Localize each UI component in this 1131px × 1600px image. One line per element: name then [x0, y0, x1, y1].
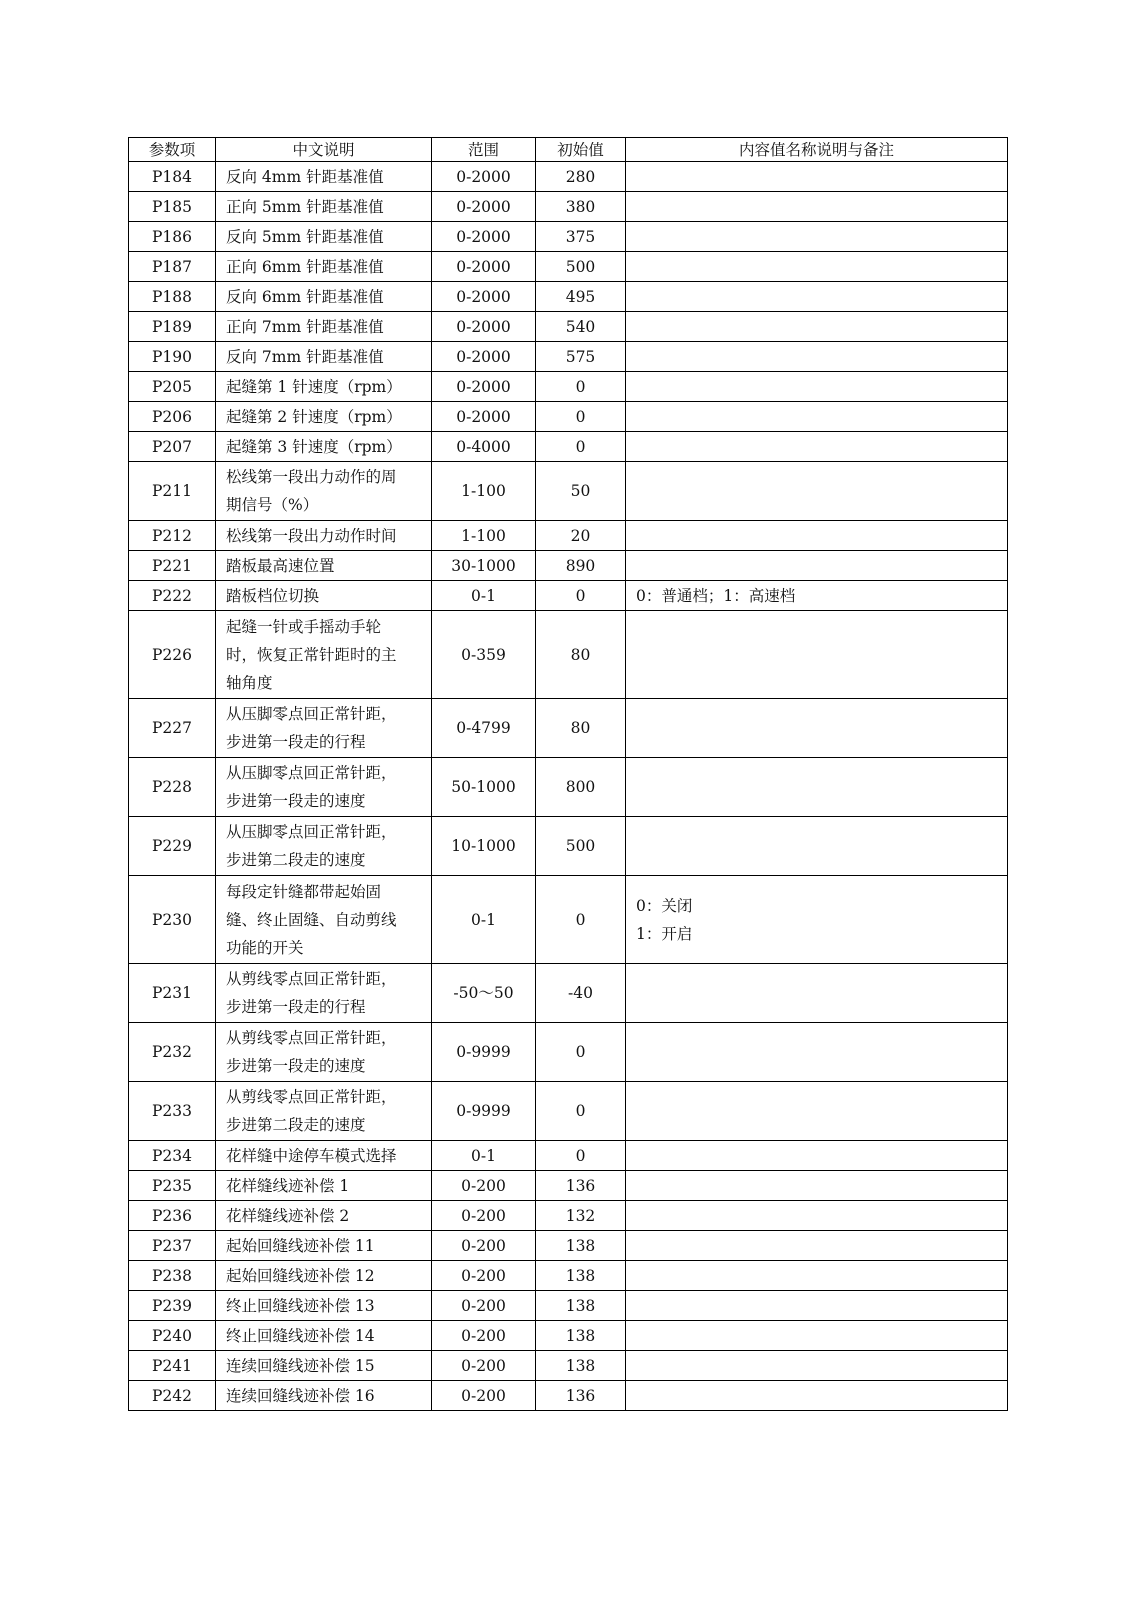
- initial-value-cell: 80: [536, 699, 626, 758]
- notes-cell: [626, 222, 1008, 252]
- range-cell: 0-200: [432, 1321, 536, 1351]
- initial-value-cell: 380: [536, 192, 626, 222]
- description-cell: [216, 1201, 432, 1231]
- param-id-cell: P207: [129, 432, 216, 462]
- table-row: [129, 462, 1008, 521]
- notes-cell: [626, 1351, 1008, 1381]
- range-cell: 0-200: [432, 1261, 536, 1291]
- notes-cell: [626, 1141, 1008, 1171]
- initial-value-cell: 138: [536, 1321, 626, 1351]
- description-line: 连续回缝线迹补偿 16: [226, 1386, 375, 1405]
- param-id-cell: P189: [129, 312, 216, 342]
- description-line: 从剪线零点回正常针距，: [226, 970, 397, 988]
- param-id-cell: P190: [129, 342, 216, 372]
- description-line: 起始回缝线迹补偿 12: [226, 1266, 375, 1285]
- initial-value-cell: 540: [536, 312, 626, 342]
- param-id-cell: P229: [129, 817, 216, 876]
- description-line: 花样缝线迹补偿 2: [226, 1206, 350, 1225]
- table-row: [129, 252, 1008, 282]
- description-line: 连续回缝线迹补偿 15: [226, 1356, 375, 1375]
- initial-value-cell: 890: [536, 551, 626, 581]
- initial-value-cell: 375: [536, 222, 626, 252]
- initial-value-cell: 800: [536, 758, 626, 817]
- notes-cell: [626, 1082, 1008, 1141]
- table-row: [129, 1381, 1008, 1411]
- initial-value-cell: 0: [536, 402, 626, 432]
- param-id-cell: P185: [129, 192, 216, 222]
- param-id-cell: P205: [129, 372, 216, 402]
- param-id-cell: P242: [129, 1381, 216, 1411]
- description-line: 反向 4mm 针距基准值: [226, 167, 384, 186]
- description-line: 起缝第 3 针速度（rpm）: [226, 437, 402, 456]
- description-cell: [216, 402, 432, 432]
- description-line: 反向 6mm 针距基准值: [226, 287, 384, 306]
- param-id-cell: P236: [129, 1201, 216, 1231]
- description-cell: [216, 1023, 432, 1082]
- header-notes: 内容值名称说明与备注: [626, 138, 1008, 162]
- range-cell: 0-4799: [432, 699, 536, 758]
- param-id-cell: P212: [129, 521, 216, 551]
- table-row: [129, 1261, 1008, 1291]
- notes-cell: [626, 611, 1008, 699]
- initial-value-cell: 20: [536, 521, 626, 551]
- description-line: 起缝第 1 针速度（rpm）: [226, 377, 402, 396]
- param-id-cell: P238: [129, 1261, 216, 1291]
- description-line: 轴角度: [226, 673, 273, 692]
- notes-cell: [626, 1321, 1008, 1351]
- header-range: 范围: [432, 138, 536, 162]
- initial-value-cell: 0: [536, 581, 626, 611]
- table-row: [129, 282, 1008, 312]
- range-cell: 0-200: [432, 1231, 536, 1261]
- range-cell: 0-2000: [432, 162, 536, 192]
- description-line: 起缝第 2 针速度（rpm）: [226, 407, 402, 426]
- param-id-cell: P233: [129, 1082, 216, 1141]
- table-row: [129, 372, 1008, 402]
- initial-value-cell: 0: [536, 1023, 626, 1082]
- description-line: 反向 7mm 针距基准值: [226, 347, 384, 366]
- table-row: [129, 758, 1008, 817]
- table-row: [129, 222, 1008, 252]
- initial-value-cell: -40: [536, 964, 626, 1023]
- table-row: [129, 699, 1008, 758]
- table-row: [129, 817, 1008, 876]
- notes-cell: [626, 432, 1008, 462]
- header-description: 中文说明: [216, 138, 432, 162]
- param-id-cell: P241: [129, 1351, 216, 1381]
- param-id-cell: P222: [129, 581, 216, 611]
- notes-cell: [626, 1201, 1008, 1231]
- description-cell: [216, 1261, 432, 1291]
- table-row: [129, 1201, 1008, 1231]
- notes-cell: [626, 1023, 1008, 1082]
- table-row: [129, 192, 1008, 222]
- table-row: [129, 312, 1008, 342]
- description-line: 步进第一段走的速度: [226, 1057, 366, 1075]
- range-cell: 0-2000: [432, 312, 536, 342]
- description-line: 步进第一段走的速度: [226, 792, 366, 810]
- range-cell: 0-200: [432, 1381, 536, 1411]
- range-cell: 0-1: [432, 876, 536, 964]
- initial-value-cell: 136: [536, 1381, 626, 1411]
- initial-value-cell: 0: [536, 432, 626, 462]
- description-line: 步进第一段走的行程: [226, 998, 366, 1016]
- range-cell: 0-200: [432, 1291, 536, 1321]
- description-line: 时，恢复正常针距时的主: [226, 645, 397, 664]
- description-cell: [216, 462, 432, 521]
- description-line: 松线第一段出力动作时间: [226, 526, 397, 545]
- notes-cell: [626, 876, 1008, 964]
- description-line: 踏板最高速位置: [226, 556, 335, 575]
- initial-value-cell: 138: [536, 1261, 626, 1291]
- notes-cell: [626, 282, 1008, 312]
- range-cell: 0-2000: [432, 402, 536, 432]
- range-cell: 0-2000: [432, 372, 536, 402]
- param-id-cell: P227: [129, 699, 216, 758]
- range-cell: 0-2000: [432, 342, 536, 372]
- param-id-cell: P235: [129, 1171, 216, 1201]
- param-id-cell: P234: [129, 1141, 216, 1171]
- description-cell: [216, 1141, 432, 1171]
- notes-cell: [626, 581, 1008, 611]
- table-row: [129, 611, 1008, 699]
- notes-cell: [626, 758, 1008, 817]
- note-line: 1：开启: [636, 924, 693, 943]
- table-row: [129, 162, 1008, 192]
- table-row: [129, 1141, 1008, 1171]
- table-row: [129, 1231, 1008, 1261]
- description-line: 从剪线零点回正常针距，: [226, 1088, 397, 1106]
- table-row: [129, 402, 1008, 432]
- initial-value-cell: 138: [536, 1231, 626, 1261]
- range-cell: 0-1: [432, 581, 536, 611]
- notes-cell: [626, 192, 1008, 222]
- initial-value-cell: 138: [536, 1351, 626, 1381]
- description-cell: [216, 876, 432, 964]
- param-id-cell: P237: [129, 1231, 216, 1261]
- notes-cell: [626, 551, 1008, 581]
- notes-cell: [626, 462, 1008, 521]
- initial-value-cell: 138: [536, 1291, 626, 1321]
- description-cell: [216, 964, 432, 1023]
- notes-cell: [626, 699, 1008, 758]
- range-cell: 0-359: [432, 611, 536, 699]
- param-id-cell: P228: [129, 758, 216, 817]
- param-id-cell: P226: [129, 611, 216, 699]
- notes-cell: [626, 964, 1008, 1023]
- table-row: [129, 432, 1008, 462]
- description-line: 缝、终止固缝、自动剪线: [226, 910, 397, 929]
- table-row: [129, 1321, 1008, 1351]
- description-line: 终止回缝线迹补偿 13: [226, 1296, 375, 1315]
- parameter-table: [128, 137, 1008, 1411]
- param-id-cell: P187: [129, 252, 216, 282]
- description-cell: [216, 817, 432, 876]
- description-cell: [216, 1381, 432, 1411]
- param-id-cell: P186: [129, 222, 216, 252]
- param-id-cell: P231: [129, 964, 216, 1023]
- notes-cell: [626, 1261, 1008, 1291]
- header-initial-value: 初始值: [536, 138, 626, 162]
- notes-cell: [626, 312, 1008, 342]
- notes-cell: [626, 252, 1008, 282]
- param-id-cell: P240: [129, 1321, 216, 1351]
- range-cell: -50～50: [432, 964, 536, 1023]
- range-cell: 0-1: [432, 1141, 536, 1171]
- description-line: 起始回缝线迹补偿 11: [226, 1236, 375, 1255]
- description-line: 正向 6mm 针距基准值: [226, 257, 384, 276]
- initial-value-cell: 500: [536, 817, 626, 876]
- initial-value-cell: 280: [536, 162, 626, 192]
- range-cell: 0-4000: [432, 432, 536, 462]
- param-id-cell: P184: [129, 162, 216, 192]
- table-row: [129, 876, 1008, 964]
- description-cell: [216, 1291, 432, 1321]
- description-line: 终止回缝线迹补偿 14: [226, 1326, 375, 1345]
- description-cell: [216, 1171, 432, 1201]
- range-cell: 50-1000: [432, 758, 536, 817]
- initial-value-cell: 132: [536, 1201, 626, 1231]
- description-line: 功能的开关: [226, 938, 304, 957]
- table-row: [129, 1171, 1008, 1201]
- param-id-cell: P188: [129, 282, 216, 312]
- range-cell: 1-100: [432, 462, 536, 521]
- description-cell: [216, 312, 432, 342]
- table-row: [129, 581, 1008, 611]
- table-row: [129, 342, 1008, 372]
- range-cell: 0-2000: [432, 282, 536, 312]
- description-line: 起缝一针或手摇动手轮: [226, 617, 382, 636]
- initial-value-cell: 80: [536, 611, 626, 699]
- description-line: 踏板档位切换: [226, 586, 320, 605]
- description-cell: [216, 1351, 432, 1381]
- description-line: 花样缝线迹补偿 1: [226, 1176, 350, 1195]
- description-cell: [216, 252, 432, 282]
- range-cell: 0-200: [432, 1201, 536, 1231]
- range-cell: 10-1000: [432, 817, 536, 876]
- initial-value-cell: 136: [536, 1171, 626, 1201]
- header-row: [129, 138, 1008, 162]
- param-id-cell: P206: [129, 402, 216, 432]
- description-line: 反向 5mm 针距基准值: [226, 227, 384, 246]
- initial-value-cell: 495: [536, 282, 626, 312]
- notes-cell: [626, 1381, 1008, 1411]
- note-line: 0：关闭: [636, 896, 693, 915]
- range-cell: 0-200: [432, 1351, 536, 1381]
- range-cell: 1-100: [432, 521, 536, 551]
- range-cell: 0-2000: [432, 252, 536, 282]
- notes-cell: [626, 1231, 1008, 1261]
- description-line: 从压脚零点回正常针距，: [226, 705, 397, 723]
- notes-cell: [626, 342, 1008, 372]
- notes-cell: [626, 402, 1008, 432]
- initial-value-cell: 50: [536, 462, 626, 521]
- description-cell: [216, 342, 432, 372]
- description-line: 花样缝中途停车模式选择: [226, 1146, 397, 1165]
- description-line: 从剪线零点回正常针距，: [226, 1029, 397, 1047]
- description-line: 从压脚零点回正常针距，: [226, 764, 397, 782]
- description-cell: [216, 581, 432, 611]
- table-row: [129, 964, 1008, 1023]
- description-cell: [216, 699, 432, 758]
- description-cell: [216, 611, 432, 699]
- description-cell: [216, 192, 432, 222]
- description-cell: [216, 162, 432, 192]
- header-param-id: 参数项: [129, 138, 216, 162]
- table-row: [129, 1351, 1008, 1381]
- table-row: [129, 521, 1008, 551]
- note-line: 0：普通档；1：高速档: [636, 586, 796, 605]
- notes-cell: [626, 1291, 1008, 1321]
- initial-value-cell: 0: [536, 1082, 626, 1141]
- param-id-cell: P211: [129, 462, 216, 521]
- description-line: 步进第一段走的行程: [226, 733, 366, 751]
- description-cell: [216, 432, 432, 462]
- param-id-cell: P239: [129, 1291, 216, 1321]
- description-cell: [216, 521, 432, 551]
- description-line: 步进第二段走的速度: [226, 851, 366, 869]
- description-line: 从压脚零点回正常针距，: [226, 823, 397, 841]
- description-cell: [216, 758, 432, 817]
- description-line: 正向 7mm 针距基准值: [226, 317, 384, 336]
- range-cell: 0-9999: [432, 1082, 536, 1141]
- table-row: [129, 1291, 1008, 1321]
- initial-value-cell: 500: [536, 252, 626, 282]
- description-line: 松线第一段出力动作的周: [226, 468, 397, 486]
- table-header: [129, 138, 1008, 162]
- param-id-cell: P232: [129, 1023, 216, 1082]
- description-cell: [216, 1082, 432, 1141]
- description-line: 正向 5mm 针距基准值: [226, 197, 384, 216]
- range-cell: 0-2000: [432, 192, 536, 222]
- notes-cell: [626, 162, 1008, 192]
- description-line: 步进第二段走的速度: [226, 1116, 366, 1134]
- description-cell: [216, 282, 432, 312]
- initial-value-cell: 0: [536, 1141, 626, 1171]
- notes-cell: [626, 817, 1008, 876]
- param-id-cell: P221: [129, 551, 216, 581]
- initial-value-cell: 0: [536, 876, 626, 964]
- description-cell: [216, 372, 432, 402]
- range-cell: 30-1000: [432, 551, 536, 581]
- range-cell: 0-200: [432, 1171, 536, 1201]
- description-line: 期信号（%）: [226, 496, 319, 514]
- initial-value-cell: 0: [536, 372, 626, 402]
- notes-cell: [626, 521, 1008, 551]
- table-row: [129, 1023, 1008, 1082]
- range-cell: 0-2000: [432, 222, 536, 252]
- description-cell: [216, 222, 432, 252]
- description-line: 每段定针缝都带起始固: [226, 882, 382, 901]
- initial-value-cell: 575: [536, 342, 626, 372]
- notes-cell: [626, 372, 1008, 402]
- description-cell: [216, 1321, 432, 1351]
- description-cell: [216, 551, 432, 581]
- range-cell: 0-9999: [432, 1023, 536, 1082]
- table-body: [129, 162, 1008, 1411]
- param-id-cell: P230: [129, 876, 216, 964]
- notes-cell: [626, 1171, 1008, 1201]
- description-cell: [216, 1231, 432, 1261]
- table-row: [129, 551, 1008, 581]
- table-row: [129, 1082, 1008, 1141]
